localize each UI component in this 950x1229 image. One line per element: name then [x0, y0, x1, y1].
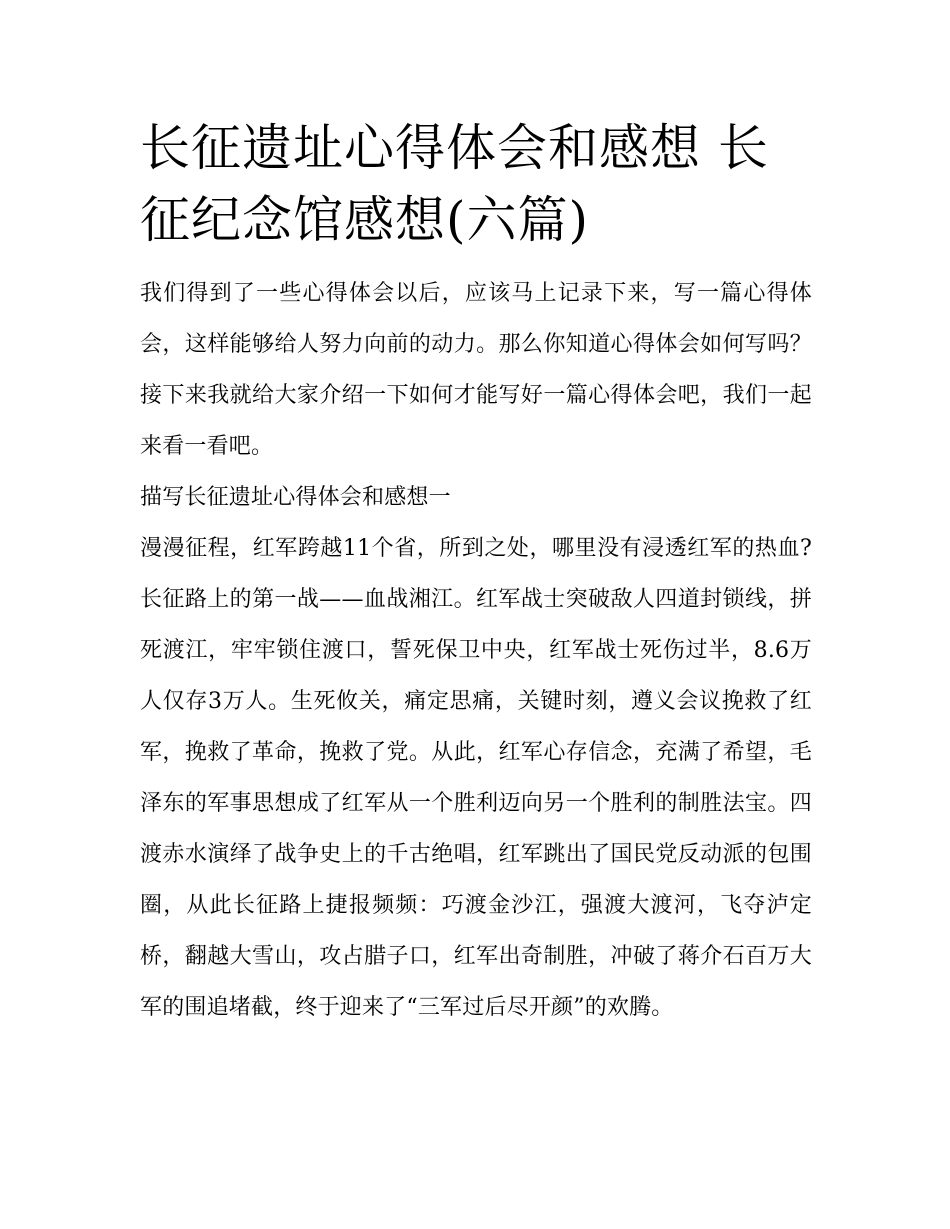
- section-paragraph: 漫漫征程，红军跨越11个省，所到之处，哪里没有浸透红军的热血?长征路上的第一战——血战湘江。红军战士突破敌人四道封锁线，拼死渡江，牢牢锁住渡口，誓死保卫中央，红军战士死伤过半，8.6万人仅存3万人。生死攸关，痛定思痛，关键时刻，遵义会议挽救了红军，挽救了革命，挽救了党。从此，红军心存信念，充满了希望，毛泽东的军事思想成了红军从一个胜利迈向另一个胜利的制胜法宝。四渡赤水演绎了战争史上的千古绝唱，红军跳出了国民党反动派的包围圈，从此长征路上捷报频频：巧渡金沙江，强渡大渡河，飞夺泸定桥，翻越大雪山，攻占腊子口，红军出奇制胜，冲破了蒋介石百万大军的围追堵截，终于迎来了“三军过后尽开颜”的欢腾。: [140, 536, 812, 1020]
- section-heading: 描写长征遗址心得体会和感想一: [140, 485, 451, 510]
- document-title: 长征遗址心得体会和感想 长征纪念馆感想(六篇): [140, 119, 769, 249]
- document-body: [140, 268, 812, 1033]
- intro-paragraph: 我们得到了一些心得体会以后，应该马上记录下来，写一篇心得体会，这样能够给人努力向前的动力。那么你知道心得体会如何写吗？接下来我就给大家介绍一下如何才能写好一篇心得体会吧，我们一起来看一看吧。: [140, 281, 812, 459]
- document-page: [140, 112, 812, 1033]
